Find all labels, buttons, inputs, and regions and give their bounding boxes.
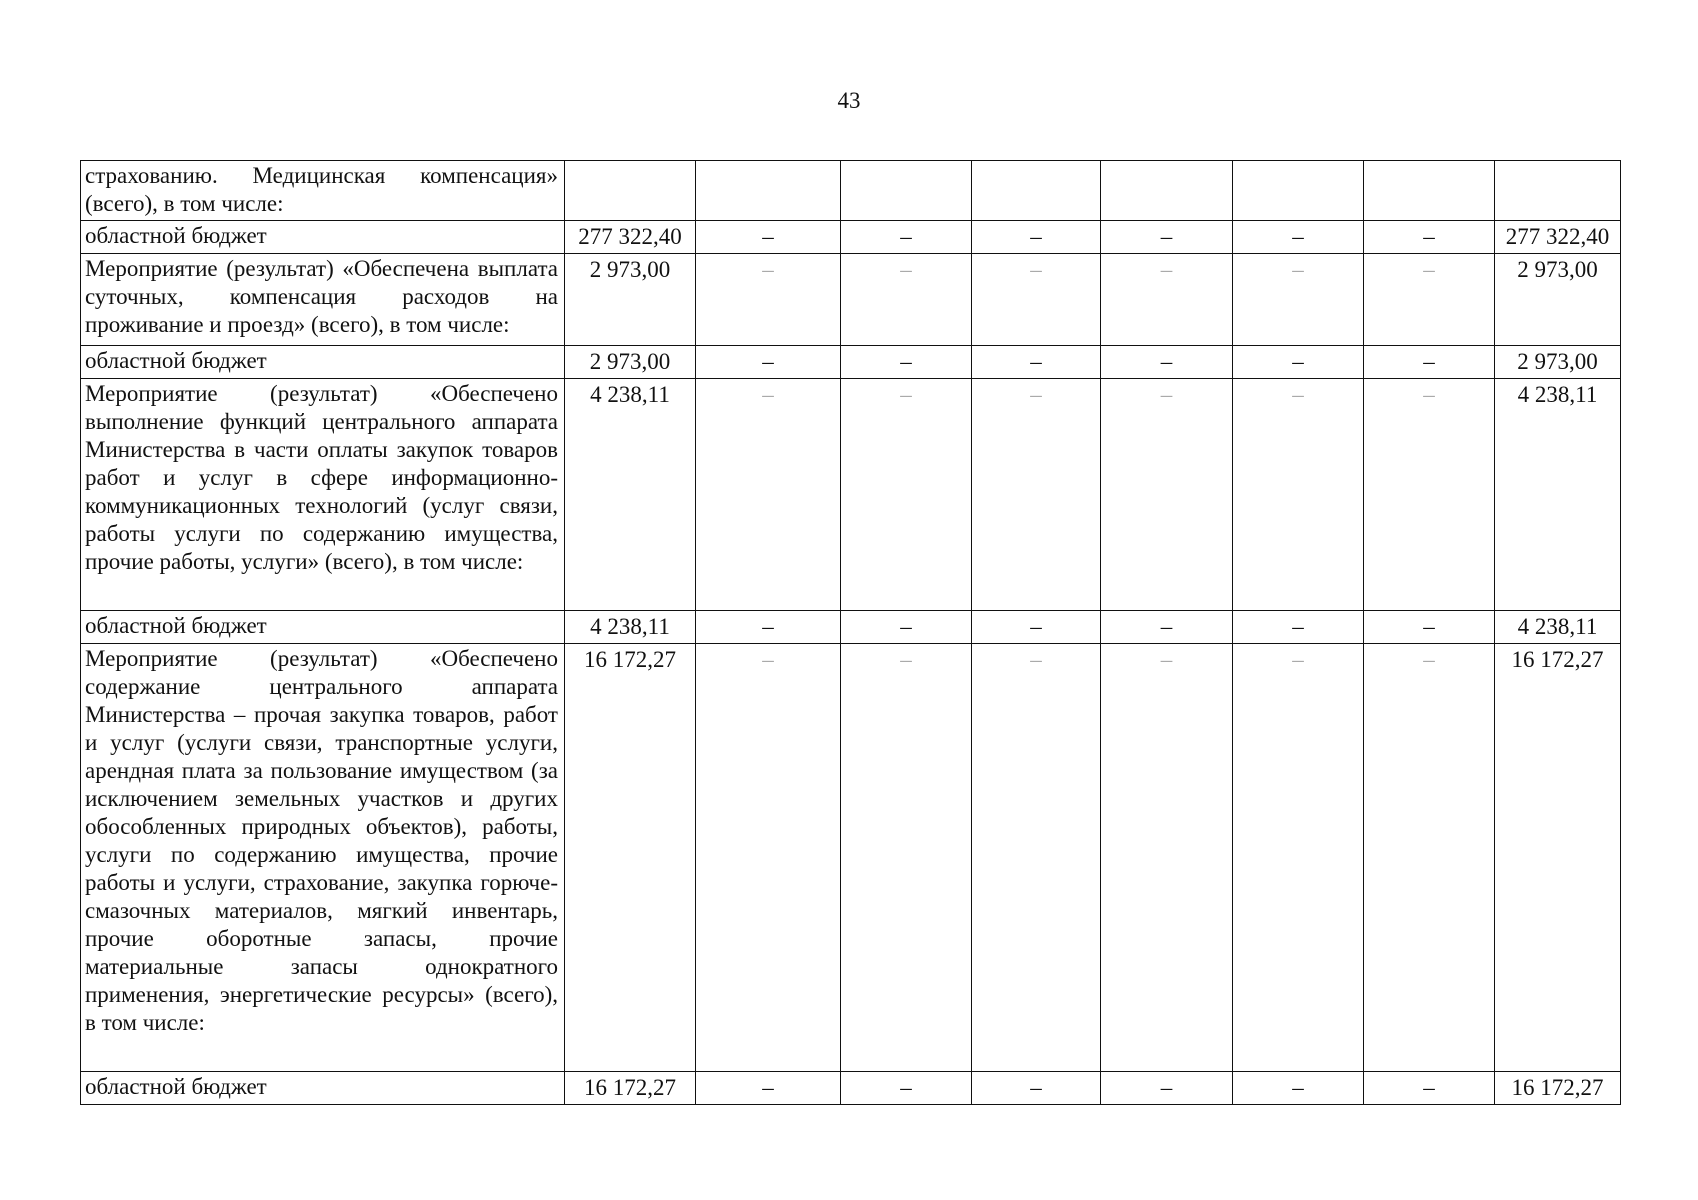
amount-cell: 4 238,11 (565, 611, 696, 644)
amount-cell: 277 322,40 (565, 221, 696, 254)
year-cell (696, 346, 841, 379)
dash-mark: – (1292, 1075, 1304, 1100)
total-cell (1495, 161, 1621, 221)
dash-mark: – (900, 614, 912, 639)
year-cell (841, 611, 972, 644)
year-cell (841, 161, 972, 221)
year-cell (841, 1072, 972, 1105)
dash-mark: – (1292, 647, 1304, 672)
dash-mark: – (1292, 257, 1304, 282)
year-cell (1101, 254, 1233, 346)
row-description: Мероприятие (результат) «Обеспечена выплата суточных, компенсация расходов на проживание и проезд» (всего), в том числе: (81, 254, 565, 346)
year-cell (1101, 1072, 1233, 1105)
dash-mark: – (1030, 224, 1042, 249)
year-cell (1101, 611, 1233, 644)
table-row (81, 1072, 1621, 1105)
dash-mark: – (1030, 382, 1042, 407)
year-cell (1233, 611, 1364, 644)
dash-mark: – (762, 1075, 774, 1100)
dash-mark: – (1423, 257, 1435, 282)
dash-mark: – (1292, 614, 1304, 639)
year-cell (841, 221, 972, 254)
dash-mark: – (762, 257, 774, 282)
dash-mark: – (1160, 257, 1173, 282)
dash-mark: – (1160, 349, 1173, 374)
row-description: страхованию. Медицинская компенсация» (всего), в том числе: (81, 161, 565, 221)
dash-mark: – (762, 614, 774, 639)
year-cell (696, 254, 841, 346)
total-cell: 277 322,40 (1495, 221, 1621, 254)
dash-mark: – (1030, 647, 1042, 672)
dash-mark: – (1423, 382, 1435, 407)
dash-mark: – (762, 224, 774, 249)
dash-mark: – (1423, 349, 1435, 374)
dash-mark: – (900, 382, 912, 407)
year-cell (841, 254, 972, 346)
year-cell (972, 221, 1101, 254)
table-row (81, 379, 1621, 611)
dash-mark: – (900, 257, 912, 282)
row-description: областной бюджет (81, 611, 565, 644)
year-cell (696, 379, 841, 611)
dash-mark: – (1030, 1075, 1042, 1100)
year-cell (1233, 254, 1364, 346)
year-cell (1364, 161, 1495, 221)
dash-mark: – (762, 647, 774, 672)
year-cell (1364, 379, 1495, 611)
dash-mark: – (1423, 614, 1435, 639)
total-cell: 16 172,27 (1495, 644, 1621, 1072)
amount-cell: 2 973,00 (565, 346, 696, 379)
dash-mark: – (900, 349, 912, 374)
year-cell (1364, 221, 1495, 254)
year-cell (696, 644, 841, 1072)
year-cell (972, 346, 1101, 379)
dash-mark: – (1160, 1075, 1173, 1100)
dash-mark: – (1030, 349, 1042, 374)
table-row (81, 221, 1621, 254)
year-cell (1101, 379, 1233, 611)
year-cell (1364, 254, 1495, 346)
table-row (81, 254, 1621, 346)
year-cell (841, 346, 972, 379)
year-cell (1233, 644, 1364, 1072)
year-cell (1364, 644, 1495, 1072)
year-cell (1364, 611, 1495, 644)
year-cell (696, 221, 841, 254)
dash-mark: – (1423, 647, 1435, 672)
year-cell (1101, 644, 1233, 1072)
amount-cell: 4 238,11 (565, 379, 696, 611)
dash-mark: – (900, 224, 912, 249)
amount-cell: 16 172,27 (565, 1072, 696, 1105)
year-cell (972, 254, 1101, 346)
table-row (81, 161, 1621, 221)
total-cell: 2 973,00 (1495, 254, 1621, 346)
dash-mark: – (1160, 614, 1173, 639)
year-cell (1101, 161, 1233, 221)
dash-mark: – (1160, 382, 1173, 407)
page-number: 43 (837, 88, 861, 113)
total-cell: 4 238,11 (1495, 611, 1621, 644)
table-row (81, 346, 1621, 379)
dash-mark: – (1292, 224, 1304, 249)
year-cell (841, 379, 972, 611)
amount-cell (565, 161, 696, 221)
row-description: областной бюджет (81, 1072, 565, 1105)
year-cell (972, 611, 1101, 644)
dash-mark: – (1030, 257, 1042, 282)
year-cell (696, 611, 841, 644)
amount-cell: 2 973,00 (565, 254, 696, 346)
year-cell (696, 1072, 841, 1105)
year-cell (696, 161, 841, 221)
year-cell (1364, 1072, 1495, 1105)
dash-mark: – (1030, 614, 1042, 639)
dash-mark: – (900, 647, 912, 672)
dash-mark: – (1423, 1075, 1435, 1100)
dash-mark: – (762, 349, 774, 374)
dash-mark: – (1160, 647, 1173, 672)
year-cell (1101, 221, 1233, 254)
year-cell (1233, 346, 1364, 379)
year-cell (972, 379, 1101, 611)
year-cell (841, 644, 972, 1072)
dash-mark: – (1292, 382, 1304, 407)
year-cell (1233, 379, 1364, 611)
amount-cell: 16 172,27 (565, 644, 696, 1072)
row-description: Мероприятие (результат) «Обеспечено содержание центрального аппарата Министерства – прочая закупка товаров, работ и услуг (услуги связи, транспортные услуги, арендная плата за пользование имуществом (за исключением земельных участков и других обособленных природных объектов), работы, услуги по содержанию имущества, прочие работы и услуги, страхование, закупка горюче-смазочных материалов, мягкий инвентарь, прочие оборотные запасы, прочие материальные запасы однократного применения, энергетические ресурсы» (всего), в том числе: (81, 644, 565, 1072)
row-description: Мероприятие (результат) «Обеспечено выполнение функций центрального аппарата Министерства в части оплаты закупок товаров работ и услуг в сфере информационно-коммуникационных технологий (услуг связи, работы услуги по содержанию имущества, прочие работы, услуги» (всего), в том числе: (81, 379, 565, 611)
year-cell (1233, 1072, 1364, 1105)
year-cell (972, 1072, 1101, 1105)
dash-mark: – (762, 382, 774, 407)
budget-table (80, 160, 1621, 1105)
year-cell (1101, 346, 1233, 379)
dash-mark: – (1292, 349, 1304, 374)
year-cell (1364, 346, 1495, 379)
year-cell (972, 161, 1101, 221)
year-cell (1233, 161, 1364, 221)
dash-mark: – (900, 1075, 912, 1100)
table-row (81, 611, 1621, 644)
total-cell: 4 238,11 (1495, 379, 1621, 611)
year-cell (1233, 221, 1364, 254)
dash-mark: – (1160, 224, 1173, 249)
table-row (81, 644, 1621, 1072)
year-cell (972, 644, 1101, 1072)
total-cell: 2 973,00 (1495, 346, 1621, 379)
row-description: областной бюджет (81, 346, 565, 379)
row-description: областной бюджет (81, 221, 565, 254)
dash-mark: – (1423, 224, 1435, 249)
total-cell: 16 172,27 (1495, 1072, 1621, 1105)
